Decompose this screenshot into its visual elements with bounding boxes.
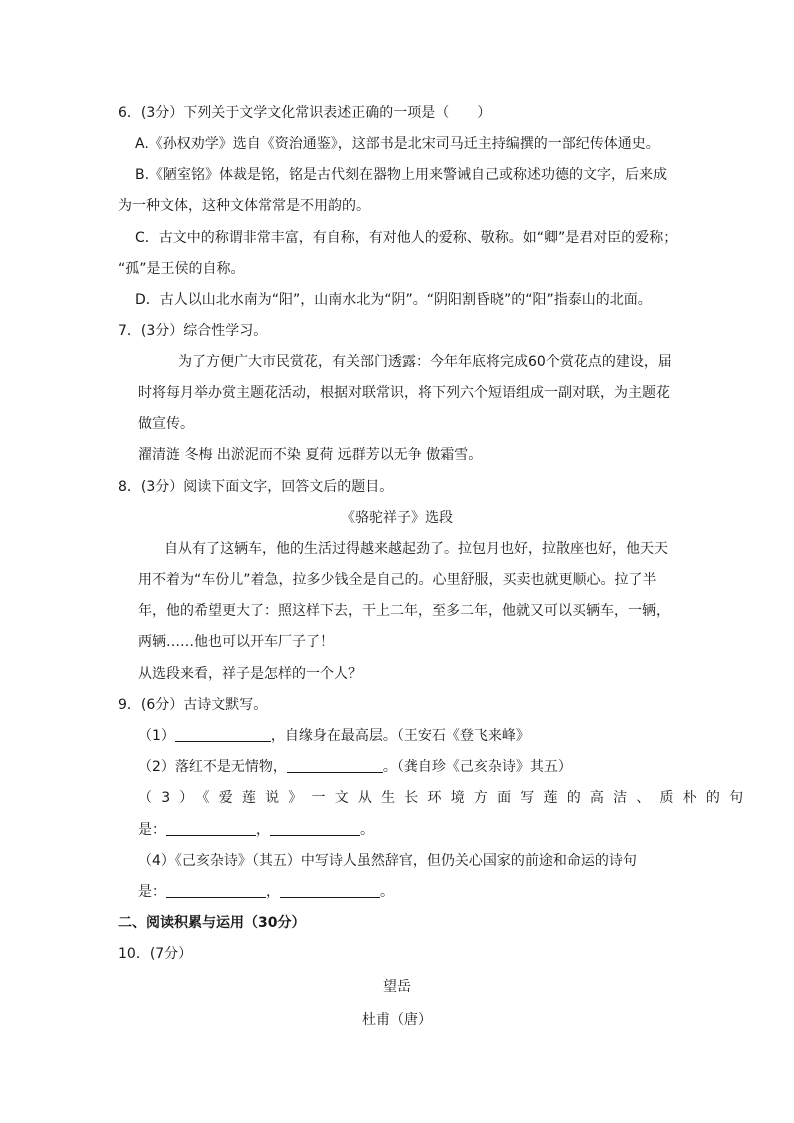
q7-phrases: 濯清涟 冬梅 出淤泥而不染 夏荷 远群芳以无争 傲霜雪。 (138, 447, 483, 463)
q6-option-c-line2: “孤”是王侯的自称。 (118, 261, 245, 277)
section2-title: 二、阅读积累与运用（30分） (118, 915, 306, 931)
q6-option-b-line2: 为一种文体，这种文体常常是不用韵的。 (118, 198, 370, 214)
q9-item2-blank[interactable] (287, 758, 383, 773)
q9-item1-prefix: （1） (138, 728, 175, 744)
q9-item2 (138, 757, 572, 777)
q9-item4-separator: ， (266, 884, 280, 900)
q8-excerpt-title: 《骆驼祥子》选段 (341, 510, 453, 526)
q9-item4-line2 (138, 882, 394, 902)
q9-item2-suffix: 。（龚自珍《己亥杂诗》其五） (382, 759, 572, 775)
q9-item3-line1: （3）《爱莲说》一文从生长环境方面写莲的高洁、质朴的句 (138, 790, 753, 806)
q8-question: 从选段来看，祥子是怎样的一个人？ (138, 666, 362, 682)
q9-item1-suffix: ，自缘身在最高层。（王安石《登飞来峰》 (270, 728, 530, 744)
q6-option-b-line1: B.《陋室铭》体裁是铭，铭是古代刻在器物上用来警诫自己或称述功德的文字，后来成 (135, 167, 668, 183)
q7-heading: 7．(3分）综合性学习。 (118, 323, 268, 339)
q9-item3-separator: ， (256, 822, 270, 838)
q6-option-c-line1: C．古文中的称谓非常丰富，有自称，有对他人的爱称、敬称。如“卿”是君对臣的爱称； (135, 230, 678, 246)
q9-item4-blank1[interactable] (166, 883, 266, 898)
q8-excerpt-line4: 两辆……他也可以开车厂子了！ (138, 634, 334, 650)
q10-poem-title: 望岳 (383, 979, 411, 995)
q6-heading: 6．(3分）下列关于文学文化常识表述正确的一项是（ ） (118, 105, 492, 121)
q9-item4-prefix: 是： (138, 884, 166, 900)
q9-item3-line2 (138, 820, 374, 840)
q8-heading: 8．(3分）阅读下面文字，回答文后的题目。 (118, 479, 394, 495)
q8-excerpt-line1: 自从有了这辆车，他的生活过得越来越起劲了。拉包月也好，拉散座也好，他天天 (164, 541, 668, 557)
q9-item1 (138, 726, 530, 746)
q9-item3-prefix: 是： (138, 822, 166, 838)
q9-heading: 9．(6分）古诗文默写。 (118, 697, 268, 713)
q9-item1-blank[interactable] (175, 727, 271, 742)
q9-item3-blank1[interactable] (166, 821, 256, 836)
q7-passage-line2: 时将每月举办赏主题花活动，根据对联常识，将下列六个短语组成一副对联，为主题花 (138, 385, 670, 401)
q7-passage-line1: 为了方便广大市民赏花，有关部门透露：今年年底将完成60个赏花点的建设，届 (178, 354, 672, 370)
q7-passage-line3: 做宣传。 (138, 416, 194, 432)
q10-heading: 10．(7分） (118, 946, 193, 962)
q9-item3-blank2[interactable] (270, 821, 360, 836)
q9-item4-line1: （4）《己亥杂诗》（其五）中写诗人虽然辞官，但仍关心国家的前途和命运的诗句 (138, 853, 637, 869)
q9-item4-blank2[interactable] (280, 883, 380, 898)
q9-item2-prefix: （2）落红不是无情物， (138, 759, 287, 775)
q6-option-a: A.《孙权劝学》选自《资治通鉴》，这部书是北宋司马迁主持编撰的一部纪传体通史。 (135, 136, 660, 152)
q8-excerpt-line2: 用不着为“车份儿”着急，拉多少钱全是自己的。心里舒服，买卖也就更顺心。拉了半 (138, 572, 657, 588)
q10-poem-author: 杜甫（唐） (362, 1012, 432, 1028)
q9-item3-suffix: 。 (360, 822, 374, 838)
q9-item4-suffix: 。 (380, 884, 394, 900)
q6-option-d: D．古人以山北水南为“阳”，山南水北为“阴”。“阴阳割昏晓”的“阳”指泰山的北面。 (135, 292, 652, 308)
q8-excerpt-line3: 年，他的希望更大了：照这样下去，干上二年，至多二年，他就又可以买辆车，一辆， (138, 603, 670, 619)
